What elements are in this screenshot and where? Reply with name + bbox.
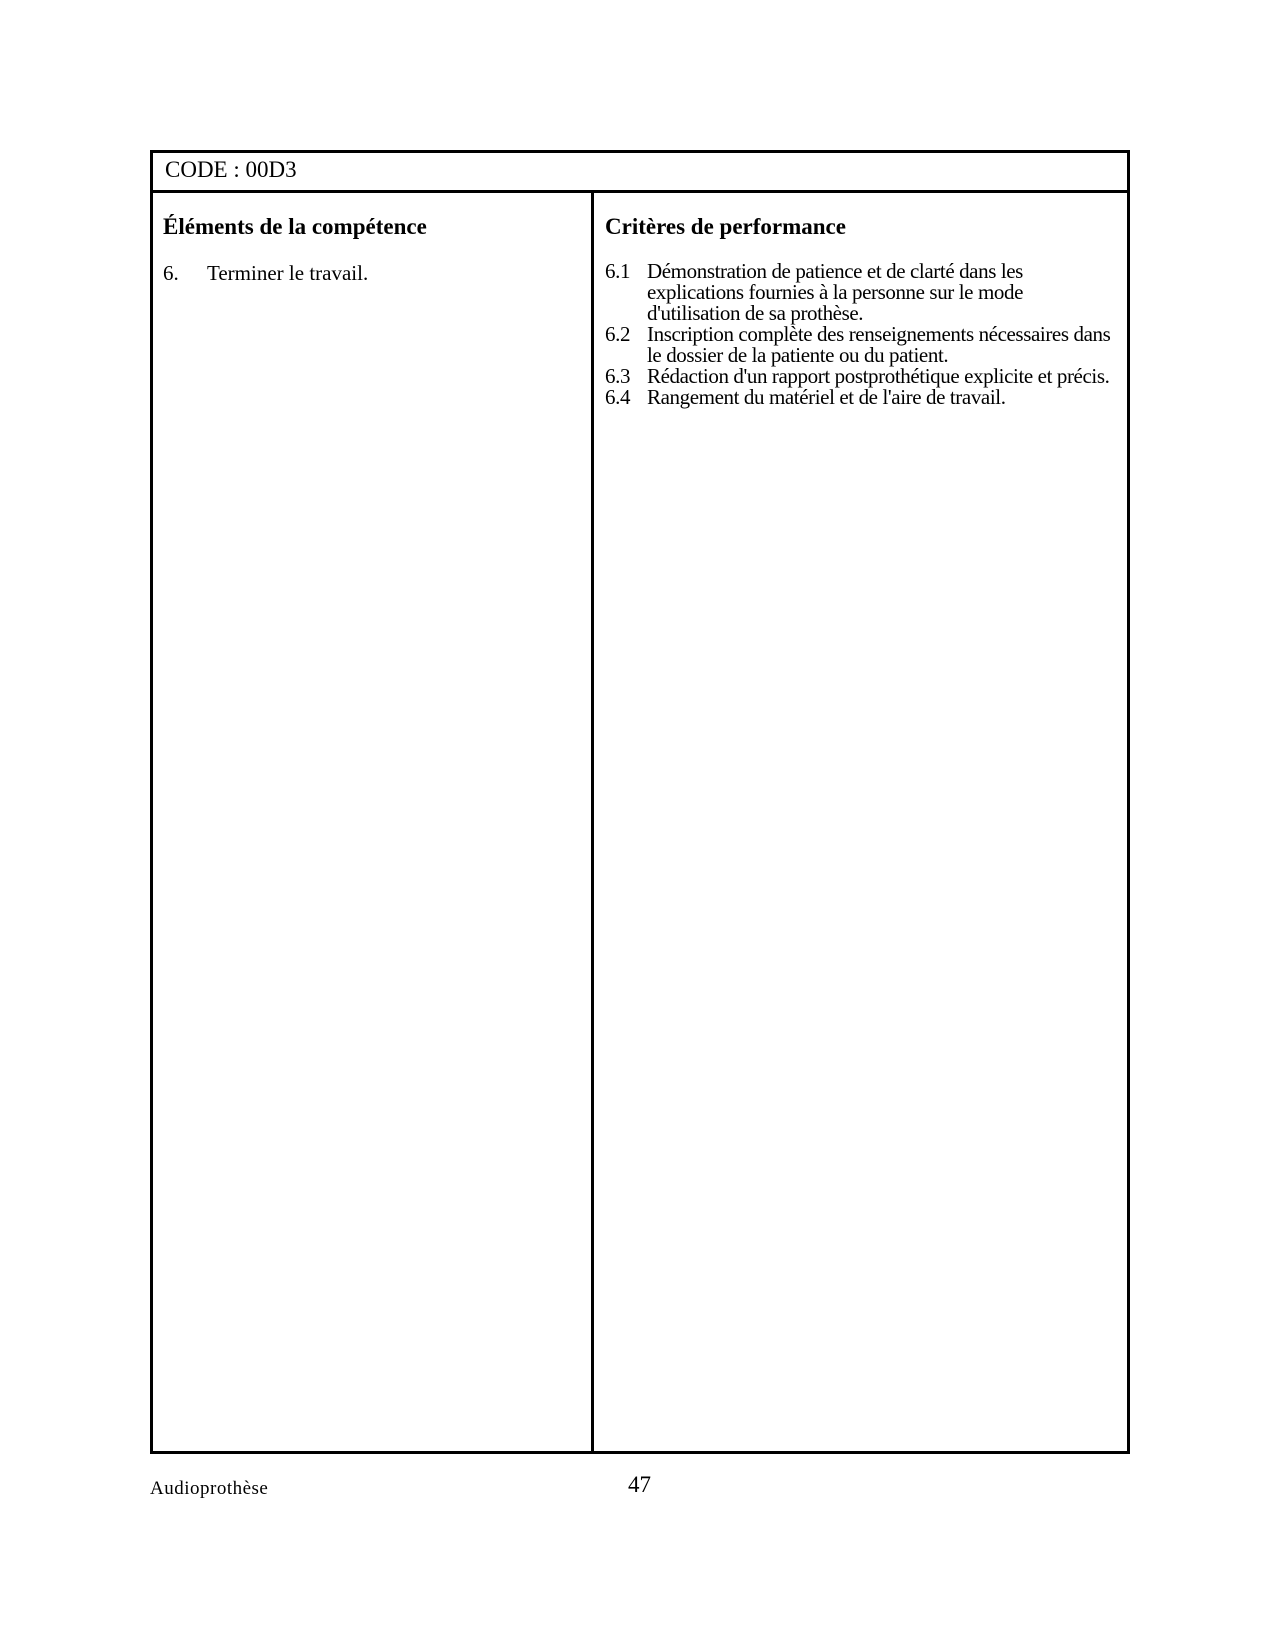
criteria-text: Rangement du matériel et de l'aire de travail. — [647, 385, 1006, 409]
elements-column — [163, 213, 583, 285]
criteria-number: 6.3 — [605, 364, 631, 388]
criteria-number: 6.2 — [605, 322, 631, 346]
criteria-number: 6.4 — [605, 385, 631, 409]
element-text: Terminer le travail. — [207, 261, 369, 285]
criteria-text: Rédaction d'un rapport postprothétique explicite et précis. — [647, 364, 1110, 388]
criteria-number: 6.1 — [605, 259, 631, 283]
competence-table — [150, 150, 1130, 1454]
criteria-item — [605, 387, 1115, 408]
code-label: CODE : 00D3 — [165, 157, 297, 182]
page-number: 47 — [628, 1472, 651, 1497]
element-number: 6. — [163, 261, 179, 285]
criteria-heading: Critères de performance — [605, 214, 846, 239]
element-item — [163, 261, 583, 285]
criteria-column — [605, 213, 1115, 408]
criteria-list — [605, 261, 1115, 408]
criteria-item — [605, 261, 1115, 324]
code-header — [153, 153, 1127, 193]
criteria-text: Démonstration de patience et de clarté dans les explications fournies à la personne sur le mode d'utilisation de sa prothèse. — [647, 259, 1023, 325]
criteria-item — [605, 324, 1115, 366]
column-divider — [591, 190, 594, 1451]
criteria-text: Inscription complète des renseignements nécessaires dans le dossier de la patiente ou du patient. — [647, 322, 1111, 367]
elements-heading: Éléments de la compétence — [163, 214, 427, 239]
footer-program-name: Audioprothèse — [150, 1478, 269, 1499]
criteria-item — [605, 366, 1115, 387]
